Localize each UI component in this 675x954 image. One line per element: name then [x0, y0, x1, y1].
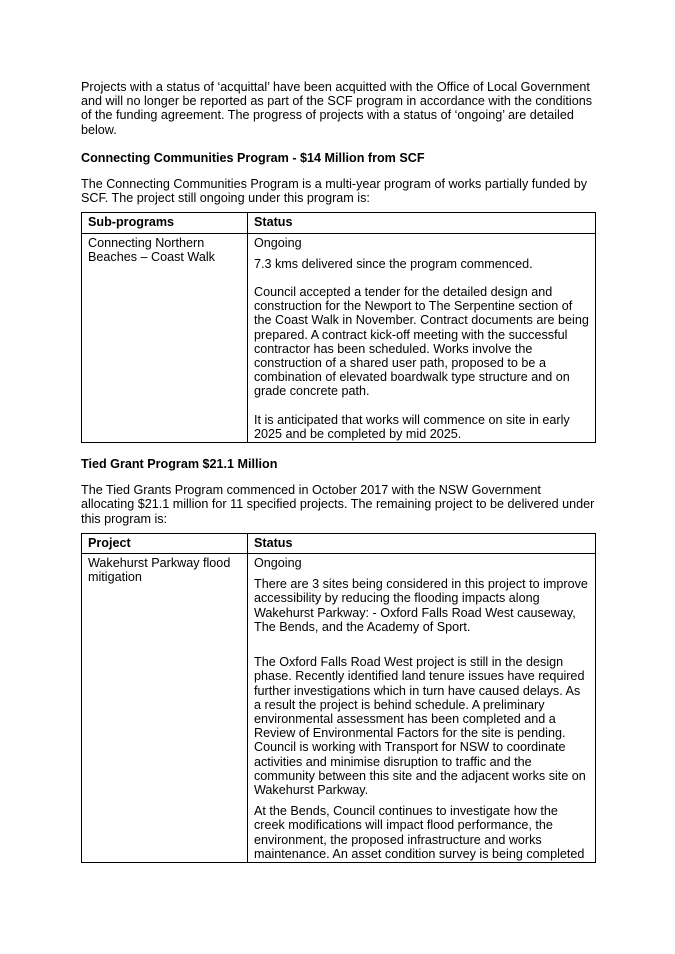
status-detail-3: It is anticipated that works will commence on site in early 2025 and be completed by mid 2025.: [254, 412, 570, 441]
status-detail-2: Council accepted a tender for the detailed design and construction for the Newport to The Serpentine section of the Coast Walk in November. Contract documents are being prepared. A contract kick-off meeting with the successful contractor has been scheduled. Works involve the construction of a shared user path, proposed to be a combination of elevated boardwalk type structure and on grade concrete path.: [254, 285, 589, 399]
status-detail-1: There are 3 sites being considered in this project to improve accessibility by reducing the flooding impacts along Wakehurst Parkway: - Oxford Falls Road West causeway, The Bends, and the Academy of Sport.: [254, 577, 588, 634]
column-header-status: Status: [248, 533, 596, 553]
status-detail-3: At the Bends, Council continues to investigate how the creek modifications will impact flood performance, the environment, the proposed infrastructure and works maintenance. An asset condition survey is being completed: [254, 804, 585, 861]
status-detail-1: 7.3 kms delivered since the program commenced.: [254, 256, 533, 271]
subprogram-name-cell: Connecting Northern Beaches – Coast Walk: [82, 233, 248, 442]
column-header-project: Project: [82, 533, 248, 553]
subprogram-status-cell: [248, 233, 596, 442]
table-header-row: [82, 213, 596, 233]
section1-heading: Connecting Communities Program - $14 Million from SCF: [81, 150, 425, 165]
section1-paragraph: The Connecting Communities Program is a multi-year program of works partially funded by SCF. The project still ongoing under this program is:: [81, 177, 588, 206]
status-value: Ongoing: [254, 235, 302, 250]
section2-heading: Tied Grant Program $21.1 Million: [81, 457, 278, 472]
column-header-subprograms: Sub-programs: [82, 213, 248, 233]
status-detail-2: The Oxford Falls Road West project is still in the design phase. Recently identified land tenure issues have required further investigations which in turn have caused delays. As a result the project is behind schedule. A preliminary environmental assessment has been completed and a Review of Environmental Factors for the site is pending. Council is working with Transport for NSW to coordinate activities and minimise disruption to traffic and the community between this site and the adjacent works site on Wakehurst Parkway.: [254, 655, 586, 797]
document-page: [81, 80, 595, 863]
intro-paragraph: Projects with a status of ‘acquittal’ have been acquitted with the Office of Local Government and will no longer be reported as part of the SCF program in accordance with the conditions of the funding agreement. The progress of projects with a status of ‘ongoing’ are detailed below.: [81, 80, 593, 137]
table-row: [82, 554, 596, 863]
projects-table: [81, 533, 596, 863]
section2-paragraph: The Tied Grants Program commenced in October 2017 with the NSW Government allocating $21.1 million for 11 specified projects. The remaining project to be delivered under this program is:: [81, 483, 595, 526]
column-header-status: Status: [248, 213, 596, 233]
table-row: [82, 233, 596, 442]
subprograms-table: [81, 212, 596, 443]
status-value: Ongoing: [254, 556, 302, 571]
project-name-cell: Wakehurst Parkway flood mitigation: [82, 554, 248, 863]
project-status-cell: [248, 554, 596, 863]
table-header-row: [82, 533, 596, 553]
